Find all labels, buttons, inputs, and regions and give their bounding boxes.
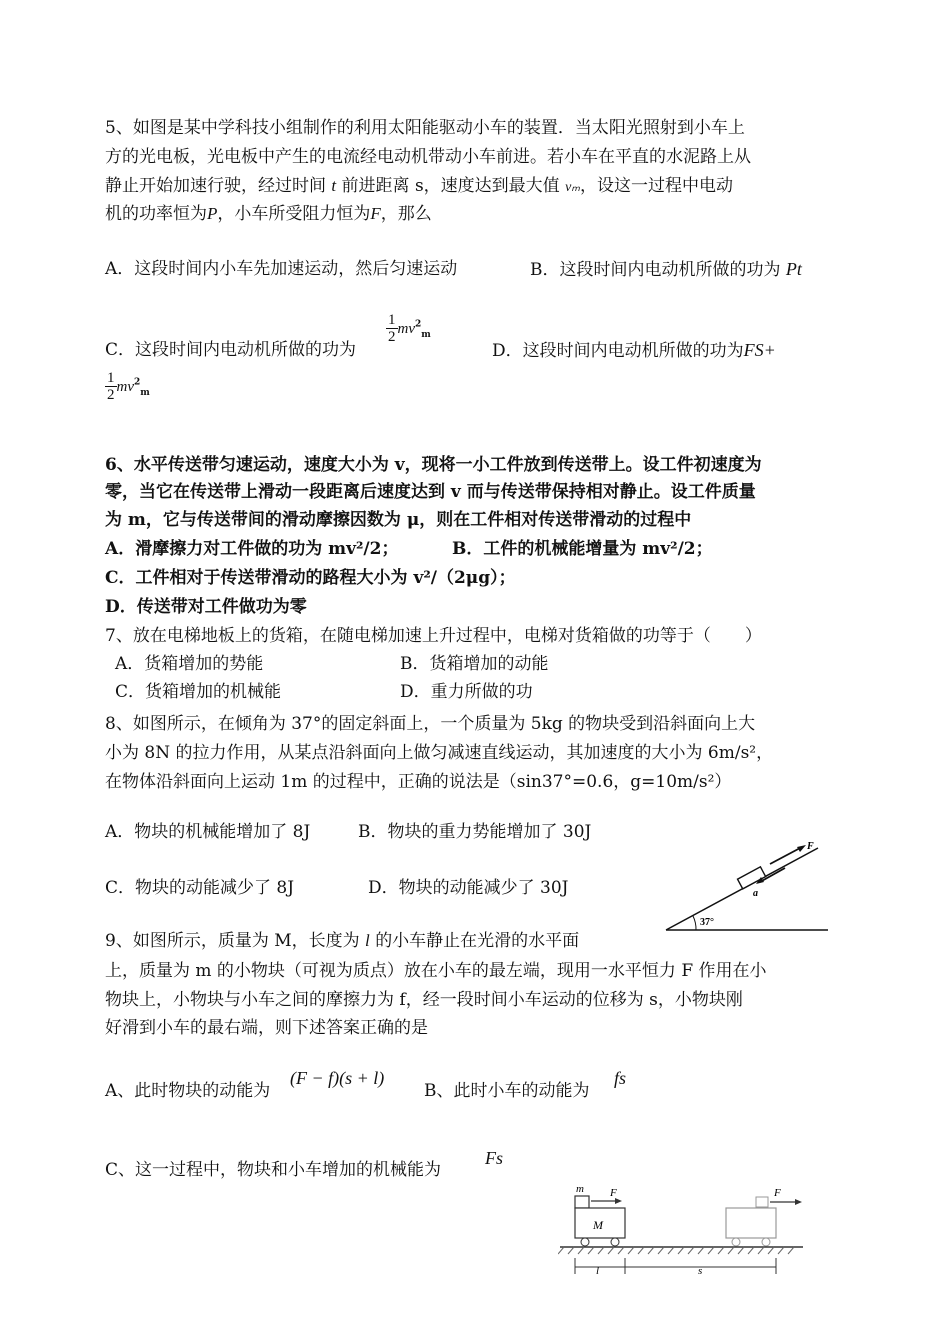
q7-option-d: D．重力所做的功 [400,682,533,702]
small-block-moved [756,1197,768,1207]
dim-s-label: s [698,1265,703,1277]
q5-option-a: A．这段时间内小车先加速运动，然后匀速运动 [105,259,458,279]
q7-line1: 7、放在电梯地板上的货箱，在随电梯加速上升过程中，电梯对货箱做的功等于（ ） [105,626,762,646]
force-f-label: F [807,841,814,852]
q9-line1: 9、如图所示，质量为 M，长度为 l 的小车静止在光滑的水平面 [105,931,580,951]
q7-option-a: A．货箱增加的势能 [115,654,264,674]
force-label-1: F [610,1187,617,1199]
q5-line1: 5、如图是某中学科技小组制作的利用太阳能驱动小车的装置．当太阳光照射到小车上 [105,118,745,138]
q9-option-b-formula: fs [614,1068,627,1088]
q5-line4: 机的功率恒为P，小车所受阻力恒为F，那么 [105,204,432,224]
q5-option-d: D．这段时间内电动机所做的功为FS+ [492,340,776,361]
q9-line4: 好滑到小车的最右端，则下述答案正确的是 [105,1018,428,1038]
force-f-arrow [770,847,802,864]
force-label-2: F [774,1187,781,1199]
q8-option-b: B．物块的重力势能增加了 30J [358,822,592,842]
q9-option-c: C、这一过程中，物块和小车增加的机械能为 [105,1160,442,1180]
q8-option-a: A．物块的机械能增加了 8J [105,822,311,842]
q5-line2: 方的光电板，光电板中产生的电流经电动机带动小车前进。若小车在平直的水泥路上从 [105,147,751,167]
acceleration-label: a [753,888,758,899]
q6-option-a: A．滑摩擦力对工件做的功为 mv²/2； [105,539,399,559]
q7-option-c: C．货箱增加的机械能 [115,682,282,702]
cart-1-wheel-right [611,1238,619,1246]
q7-option-b: B．货箱增加的动能 [400,654,549,674]
q5-option-c-formula: $\frac{1}{2}$ $mv^2_m$ [388,312,431,345]
incline-angle-arc [693,916,696,930]
ground-hatching [558,1247,794,1254]
q6-line1: 6、水平传送带匀速运动，速度大小为 v，现将一小工件放到传送带上。设工件初速度为 [105,455,762,475]
cart-2-wheel-left [732,1238,740,1246]
q6-option-d: D．传送带对工件做功为零 [105,597,307,617]
q8-option-c: C．物块的动能减少了 8J [105,878,295,898]
q9-line2: 上，质量为 m 的小物块（可视为质点）放在小车的最左端，现用一水平恒力 F 作用在小 [105,961,767,981]
force-arrowhead-2 [795,1199,802,1205]
q5-option-b: B．这段时间内电动机所做的功为 Pt [530,259,802,280]
cart-2-wheel-right [762,1238,770,1246]
cart-1-wheel-left [581,1238,589,1246]
q9-option-a-formula: (F − f)(s + l) [290,1068,385,1088]
cart-diagram [558,1180,808,1280]
q9-option-a: A、此时物块的动能为 [105,1081,271,1101]
q8-line3: 在物体沿斜面向上运动 1m 的过程中，正确的说法是（sin37°=0.6，g=10m/s²） [105,772,732,792]
q6-option-c: C．工件相对于传送带滑动的路程大小为 v²/（2μg）； [105,568,516,588]
q6-line3: 为 m，它与传送带间的滑动摩擦因数为 μ，则在工件相对传送带滑动的过程中 [105,510,692,530]
small-block-label: m [576,1183,584,1195]
small-block-m [575,1196,589,1208]
q6-line2: 零，当它在传送带上滑动一段距离后速度达到 v 而与传送带保持相对静止。设工件质量 [105,482,756,502]
dim-l-label: l [596,1265,600,1277]
q8-option-d: D．物块的动能减少了 30J [368,878,569,898]
force-f-arrowhead [797,845,806,852]
q8-line1: 8、如图所示，在倾角为 37°的固定斜面上，一个质量为 5kg 的物块受到沿斜面向上大 [105,714,756,734]
cart-label: M [593,1218,603,1232]
q9-line3: 物块上，小物块与小车之间的摩擦力为 f，经一段时间小车运动的位移为 s，小物块刚 [105,990,743,1010]
q5-option-c: C．这段时间内电动机所做的功为 [105,340,357,360]
q5-line3: 静止开始加速行驶，经过时间 t 前进距离 s，速度达到最大值 vₘ，设这一过程中电动 [105,176,734,196]
cart-body-2 [726,1208,776,1238]
incline-slope [666,848,818,930]
q6-option-b: B．工件的机械能增量为 mv²/2； [452,539,713,559]
q9-option-c-formula: Fs [485,1148,503,1168]
incline-angle-label: 37° [700,917,714,928]
q9-option-b: B、此时小车的动能为 [424,1081,590,1101]
q8-line2: 小为 8N 的拉力作用，从某点沿斜面向上做匀减速直线运动，其加速度的大小为 6m/s²， [105,743,774,763]
incline-diagram [660,838,830,938]
q5-option-d-formula: $\frac{1}{2}$ $mv^2_m$ [107,370,150,403]
